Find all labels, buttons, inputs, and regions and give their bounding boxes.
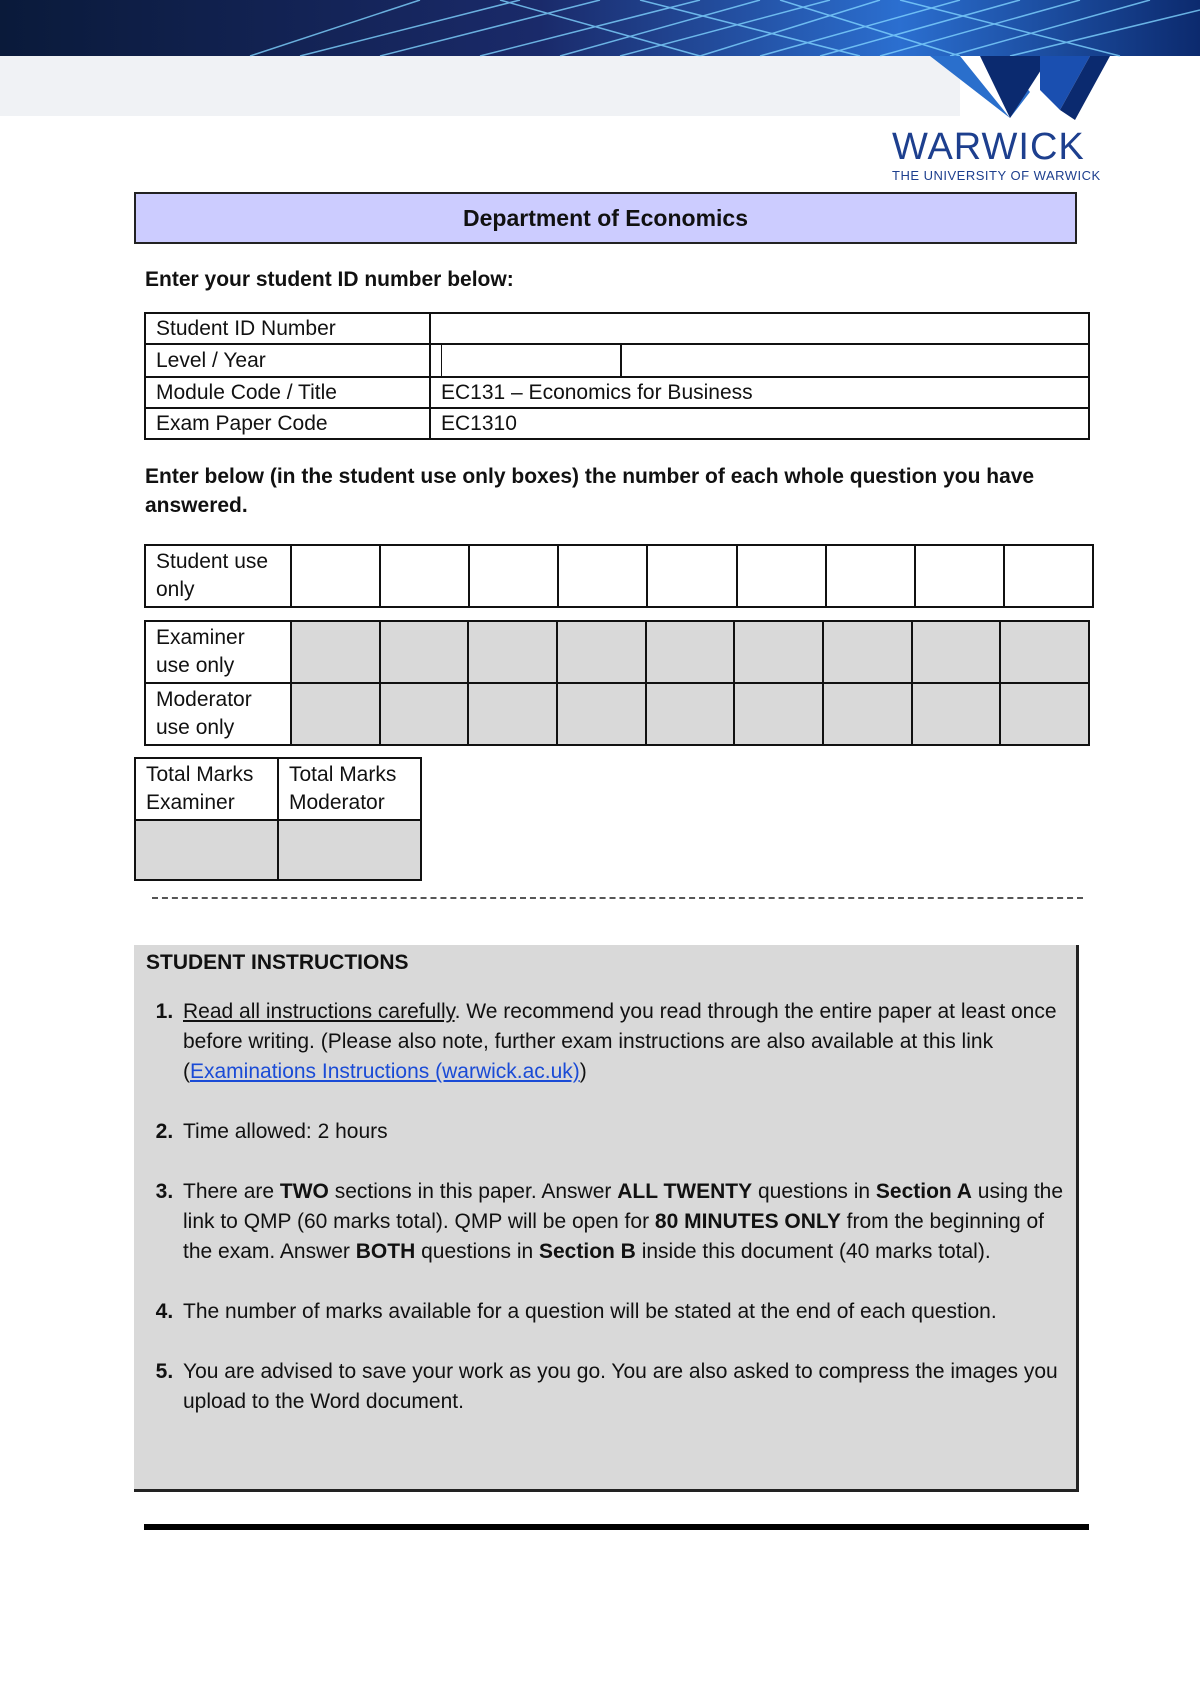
department-title: Department of Economics xyxy=(134,192,1077,244)
instruction-bold: Section B xyxy=(539,1240,636,1263)
student-question-grid xyxy=(144,544,1094,608)
student-box[interactable] xyxy=(647,545,736,607)
examiner-box xyxy=(823,621,912,683)
level-field[interactable] xyxy=(441,345,622,376)
examiner-box xyxy=(380,621,469,683)
total-examiner-label: Total Marks Examiner xyxy=(135,758,278,820)
module-value: EC131 – Economics for Business xyxy=(430,377,1089,408)
student-box[interactable] xyxy=(469,545,558,607)
student-box[interactable] xyxy=(1004,545,1093,607)
question-prompt: Enter below (in the student use only boxes) the number of each whole question you have answered. xyxy=(145,465,1035,517)
moderator-box xyxy=(557,683,646,745)
student-info-table xyxy=(144,312,1090,440)
student-box[interactable] xyxy=(291,545,380,607)
examiner-box xyxy=(468,621,557,683)
list-item xyxy=(179,1297,1064,1327)
table-row xyxy=(135,820,421,880)
examiner-box xyxy=(646,621,735,683)
instructions-list xyxy=(146,997,1064,1417)
moderator-box xyxy=(734,683,823,745)
instruction-text: Time allowed: 2 hours xyxy=(183,1120,388,1143)
total-moderator-box xyxy=(278,820,421,880)
list-item xyxy=(179,1357,1064,1417)
instruction-bold: TWO xyxy=(279,1180,329,1203)
student-id-field[interactable] xyxy=(430,313,1089,344)
moderator-box xyxy=(380,683,469,745)
moderator-box xyxy=(291,683,380,745)
moderator-box xyxy=(823,683,912,745)
cut-line-divider xyxy=(152,897,1083,899)
instruction-text: inside this document (40 marks total). xyxy=(635,1240,991,1263)
student-box[interactable] xyxy=(915,545,1004,607)
instruction-bold: Section A xyxy=(875,1180,972,1203)
bottom-rule xyxy=(144,1524,1089,1530)
examiner-box xyxy=(734,621,823,683)
table-row xyxy=(145,545,1093,607)
instruction-bold: BOTH xyxy=(355,1240,416,1263)
logo-wordmark: WARWICK xyxy=(892,126,1085,168)
table-row xyxy=(145,621,1089,683)
examiner-box xyxy=(1000,621,1089,683)
instruction-text: questions in xyxy=(415,1240,539,1263)
table-row xyxy=(145,377,1089,408)
instruction-text: The number of marks available for a question will be stated at the end of each question. xyxy=(183,1300,997,1323)
student-box[interactable] xyxy=(737,545,826,607)
moderator-box xyxy=(646,683,735,745)
student-box[interactable] xyxy=(558,545,647,607)
header-banner xyxy=(0,0,1200,195)
instruction-text: ) xyxy=(579,1060,587,1083)
table-row xyxy=(145,344,1089,377)
level-year-cell xyxy=(430,344,1089,377)
info-label: Exam Paper Code xyxy=(145,408,430,439)
student-box[interactable] xyxy=(826,545,915,607)
examiner-box xyxy=(557,621,646,683)
instruction-text: . We recommend you read through the entire paper at least once before writing. (Please also note, further exam instructions are also available at this link ( xyxy=(183,1000,1057,1083)
examiner-box xyxy=(291,621,380,683)
instruction-text: There are xyxy=(183,1180,280,1203)
instruction-text: from the beginning of the exam. Answer xyxy=(183,1210,1044,1263)
instruction-text: sections in this paper. Answer xyxy=(328,1180,618,1203)
examiner-box xyxy=(912,621,1001,683)
warwick-logo xyxy=(892,128,1132,183)
grid-row-label: Examiner use only xyxy=(145,621,291,683)
instruction-text: You are advised to save your work as you go. You are also asked to compress the images you upload to the Word document. xyxy=(183,1360,1058,1413)
instruction-text: questions in xyxy=(752,1180,876,1203)
id-prompt: Enter your student ID number below: xyxy=(145,268,514,291)
table-row xyxy=(145,683,1089,745)
list-item xyxy=(179,1117,1064,1147)
moderator-box xyxy=(468,683,557,745)
moderator-box xyxy=(1000,683,1089,745)
grid-row-label: Student use only xyxy=(145,545,291,607)
instruction-bold: ALL TWENTY xyxy=(617,1180,753,1203)
moderator-box xyxy=(912,683,1001,745)
total-examiner-box xyxy=(135,820,278,880)
marker-grid xyxy=(144,620,1090,746)
total-marks-table xyxy=(134,757,422,881)
instruction-emphasis: Read all instructions carefully xyxy=(183,1000,455,1023)
table-row xyxy=(135,758,421,820)
info-label: Student ID Number xyxy=(145,313,430,344)
logo-subtitle: THE UNIVERSITY OF WARWICK xyxy=(892,168,1101,183)
instructions-title: STUDENT INSTRUCTIONS xyxy=(146,951,409,974)
student-box[interactable] xyxy=(380,545,469,607)
exam-instructions-link[interactable]: Examinations Instructions (warwick.ac.uk) xyxy=(190,1060,580,1083)
instruction-bold: 80 MINUTES ONLY xyxy=(654,1210,841,1233)
total-moderator-label: Total Marks Moderator xyxy=(278,758,421,820)
exam-code-value: EC1310 xyxy=(430,408,1089,439)
grid-row-label: Moderator use only xyxy=(145,683,291,745)
info-label: Level / Year xyxy=(145,344,430,377)
list-item xyxy=(179,1177,1064,1267)
table-row xyxy=(145,408,1089,439)
year-field[interactable] xyxy=(622,345,1088,376)
student-instructions-panel xyxy=(134,945,1079,1492)
list-item xyxy=(179,997,1064,1087)
table-row xyxy=(145,313,1089,344)
instruction-text: using the link to QMP (60 marks total). QMP will be open for xyxy=(183,1180,1064,1233)
info-label: Module Code / Title xyxy=(145,377,430,408)
